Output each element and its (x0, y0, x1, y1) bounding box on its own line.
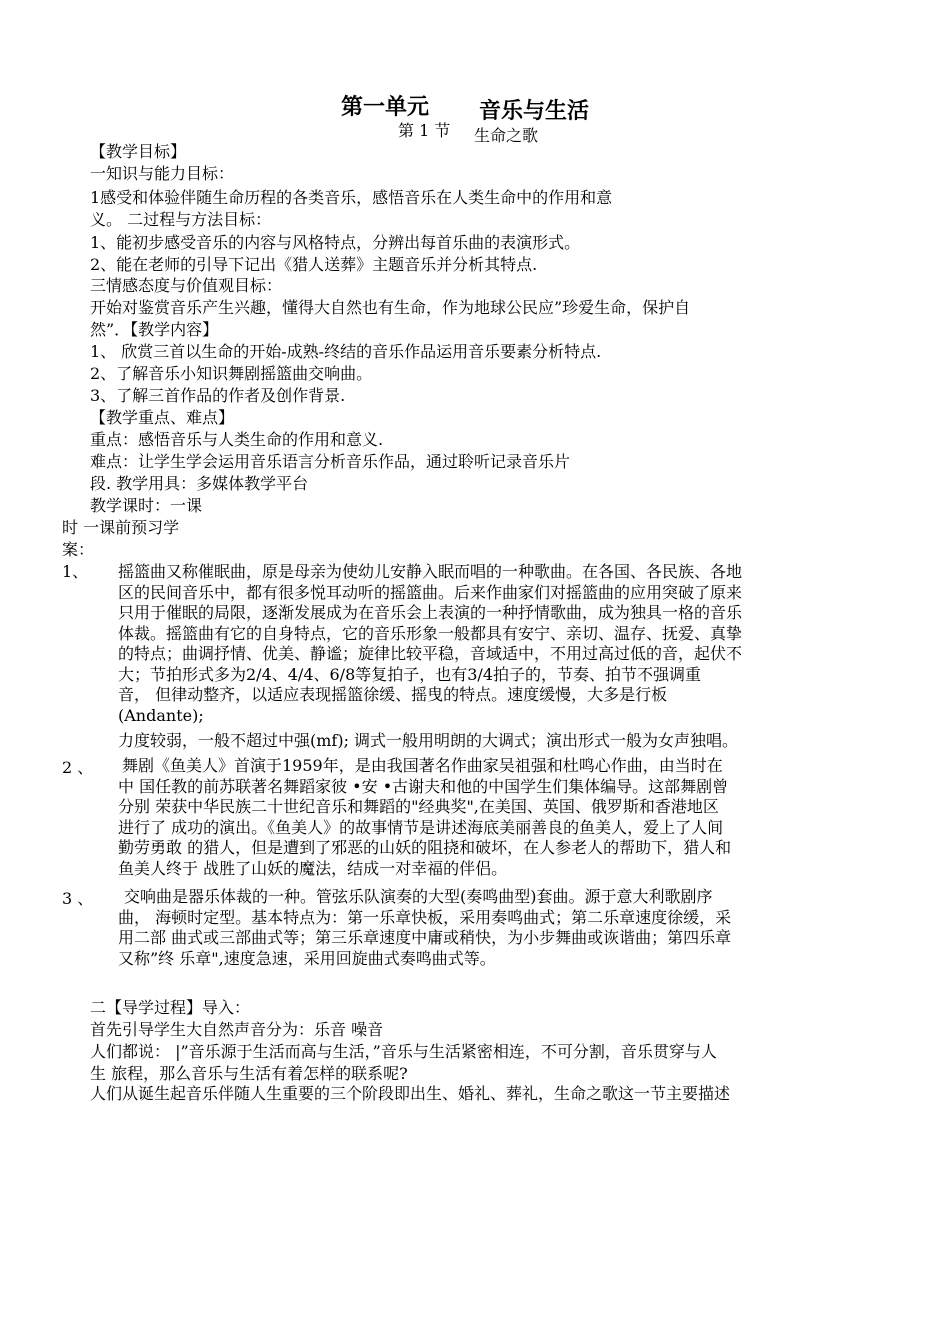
objectives-heading: 【教学目标】 (90, 142, 187, 161)
text-line: 重点：感悟音乐与人类生命的作用和意义. (90, 430, 384, 449)
paragraph-line: 舞剧《鱼美人》首演于1959年，是由我国著名作曲家吴祖强和杜鸣心作曲，由当时在 (122, 756, 723, 775)
text-line: 时 一课前预习学 (62, 518, 180, 537)
paragraph-line: 分别 荣获中华民族二十世纪音乐和舞蹈的"经典奖",在美国、英国、俄罗斯和香港地区 (118, 797, 719, 816)
paragraph-line: 进行了 成功的演出。《鱼美人》的故事情节是讲述海底美丽善良的鱼美人，爱上了人间 (118, 817, 724, 837)
text-line: 2、能在老师的引导下记出《猎人送葬》主题音乐并分析其特点. (90, 255, 538, 274)
text-line: 义。 二过程与方法目标： (90, 210, 272, 229)
paragraph-line: 曲， 海顿时定型。基本特点为：第一乐章快板，采用奏鸣曲式；第二乐章速度徐缓，采 (118, 907, 732, 927)
paragraph-line: 音， 但律动整齐，以适应表现摇篮徐缓、摇曳的特点。速度缓慢，大多是行板 (118, 685, 668, 704)
paragraph-line: 的特点；曲调抒情、优美、静谧；旋律比较平稳，音域适中，不用过高过低的音，起伏不 (118, 644, 743, 663)
paragraph-line: (Andante); (118, 705, 204, 725)
paragraph-line: 只用于催眠的局限，逐渐发展成为在音乐会上表演的一种抒情歌曲，成为独具一格的音乐 (118, 603, 743, 622)
paragraph-line: 交响曲是器乐体裁的一种。管弦乐队演奏的大型(奏鸣曲型)套曲。源于意大利歌剧序 (124, 887, 713, 906)
unit-title: 第一单元 (341, 95, 430, 120)
unit-subtitle: 音乐与生活 (479, 99, 590, 124)
text-line: 2、了解音乐小知识舞剧摇篮曲交响曲。 (90, 364, 373, 383)
paragraph-line: 鱼美人终于 战胜了山妖的魔法，结成一对幸福的伴侣。 (118, 858, 508, 878)
text-line: 生 旅程，那么音乐与生活有着怎样的联系呢? (90, 1064, 408, 1083)
paragraph-line: 又称”终 乐章",速度急速，采用回旋曲式奏鸣曲式等。 (118, 948, 496, 968)
paragraph-line: 摇篮曲又称催眠曲，原是母亲为使幼儿安静入眠而唱的一种歌曲。在各国、各民族、各地 (118, 562, 743, 581)
text-line: 一知识与能力目标： (90, 164, 235, 183)
text-line: 教学课时：一课 (90, 496, 203, 515)
text-line: 然”．【教学内容】 (90, 320, 219, 339)
text-line: 3、了解三首作品的作者及创作背景. (90, 386, 346, 405)
paragraph-line: 体裁。摇篮曲有它的自身特点，它的音乐形象一般都具有安宁、亲切、温存、抚爱、真挚 (118, 623, 743, 643)
text-line: 开始对鉴赏音乐产生兴趣，懂得大自然也有生命，作为地球公民应”珍爱生命，保护自 (90, 298, 691, 317)
paragraph-line: 区的民间音乐中，都有很多悦耳动听的摇篮曲。后来作曲家们对摇篮曲的应用突破了原来 (118, 582, 743, 602)
section-number: 第 1 节 (398, 121, 451, 140)
item-paragraph (118, 756, 731, 879)
text-line: 三情感态度与价值观目标： (90, 276, 283, 295)
text-line: 1、能初步感受音乐的内容与风格特点，分辨出每首乐曲的表演形式。 (90, 233, 581, 252)
text-line: 人们都说： |”音乐源于生活而高与生活，”音乐与生活紧密相连，不可分割，音乐贯穿与人 (90, 1042, 717, 1061)
text-line: 1感受和体验伴随生命历程的各类音乐，感悟音乐在人类生命中的作用和意 (90, 188, 613, 207)
item-number: 3 、 (62, 889, 94, 908)
text-line: 难点：让学生学会运用音乐语言分析音乐作品，通过聆听记录音乐片 (90, 452, 571, 471)
text-line: 人们从诞生起音乐伴随人生重要的三个阶段即出生、婚礼、葬礼，生命之歌这一节主要描述 (90, 1084, 731, 1103)
item-number: 2 、 (62, 758, 94, 777)
item-paragraph (118, 887, 731, 969)
text-line: 案： (62, 540, 95, 559)
section-title: 生命之歌 (474, 126, 539, 145)
key-points-heading: 【教学重点、难点】 (90, 408, 235, 427)
item-paragraph (118, 562, 742, 752)
text-line: 段. 教学用具：多媒体教学平台 (90, 474, 309, 493)
paragraph-line: 勤劳勇敢 的猎人，但是遭到了邪恶的山妖的阻挠和破坏，在人参老人的帮助下，猎人和 (118, 838, 732, 857)
guide-heading: 二【导学过程】导入： (90, 998, 251, 1017)
paragraph-line: 力度较弱，一般不超过中强(mf); 调式一般用明朗的大调式；演出形式一般为女声独唱。 (118, 731, 739, 750)
paragraph-line: 中 国任教的前苏联著名舞蹈家彼 •安 •古谢夫和他的中国学生们集体编导。这部舞剧曾 (118, 776, 729, 796)
item-number: 1、 (62, 562, 89, 581)
paragraph-line: 大；节拍形式多为2/4、4/4、6/8等复拍子，也有3/4拍子的，节奏、拍节不强调重 (118, 664, 702, 684)
text-line: 1、 欣赏三首以生命的开始-成熟-终结的音乐作品运用音乐要素分析特点. (90, 342, 602, 361)
text-line: 首先引导学生大自然声音分为：乐音 噪音 (90, 1020, 384, 1039)
paragraph-line: 用二部 曲式或三部曲式等；第三乐章速度中庸或稍快，为小步舞曲或诙谐曲；第四乐章 (118, 928, 732, 947)
